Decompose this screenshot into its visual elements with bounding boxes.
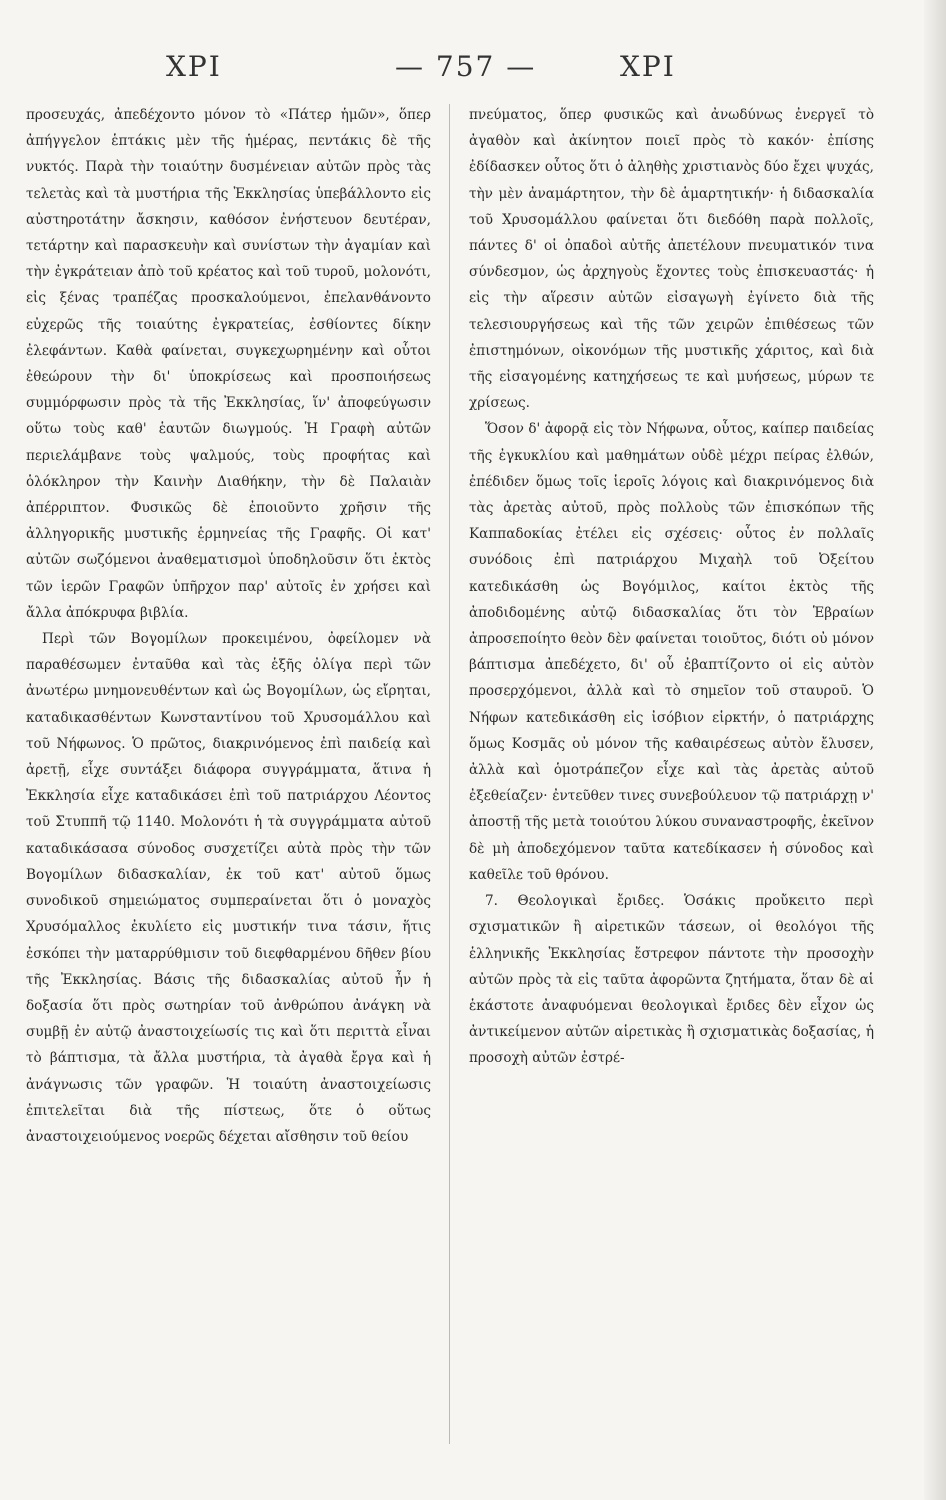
column-divider bbox=[449, 104, 450, 1444]
paragraph: προσευχάς, ἀπεδέχοντο μόνον τὸ «Πάτερ ἡμῶν», ὅπερ ἀπήγγελον ἑπτάκις μὲν τῆς ἡμέρας, πεντάκις δὲ τῆς νυκτός. Παρὰ τὴν τοιαύτην δυσμένειαν αὐτῶν πρὸς τὰς τελετὰς καὶ τὰ μυστήρια τῆς Ἐκκλησίας ὑπεβάλλοντο εἰς αὐστηροτάτην ἄσκησιν, καθόσον ἐνήστευον δευτέραν, τετάρτην καὶ παρασκευὴν καὶ συνίστων τὴν ἀγαμίαν καὶ τὴν ἐγκράτειαν ἀπὸ τοῦ κρέατος καὶ τοῦ τυροῦ, μολονότι, εἰς ξένας τραπέζας προσκαλούμενοι, ἐπελανθάνοντο εὐχερῶς τῆς τοιαύτης ἐγκρατείας, ἐσθίοντες δίκην ἐλεφάντων. Καθὰ φαίνεται, συγκεχωρημένην καὶ οὗτοι ἐθεώρουν τὴν δι' ὑποκρίσεως καὶ προσποιήσεως συμμόρφωσιν πρὸς τὰ τῆς Ἐκκλησίας, ἵν' ἀποφεύγωσιν οὕτω τοὺς καθ' ἑαυτῶν διωγμούς. Ἡ Γραφὴ αὐτῶν περιελάμβανε τοὺς ψαλμούς, τοὺς προφήτας καὶ ὁλόκληρον τὴν Καινὴν Διαθήκην, τὴν δὲ Παλαιὰν ἀπέρριπτον. Φυσικῶς δὲ ἐποιοῦντο χρῆσιν τῆς ἀλληγορικῆς μυστικῆς ἑρμηνείας τῆς Γραφῆς. Οἱ κατ' αὐτῶν σωζόμενοι ἀναθεματισμοὶ ὑποδηλοῦσιν ὅτι ἐκτὸς τῶν ἱερῶν Γραφῶν ὑπῆρχον παρ' αὐτοῖς ἐν χρήσει καὶ ἄλλα ἀπόκρυφα βιβλία. bbox=[26, 107, 431, 621]
page-header bbox=[0, 50, 946, 100]
header-left-keyword: ΧΡΙ bbox=[166, 50, 222, 83]
header-right-keyword: ΧΡΙ bbox=[620, 50, 676, 83]
paragraph: Περὶ τῶν Βογομίλων προκειμένου, ὀφείλομεν νὰ παραθέσωμεν ἐνταῦθα καὶ τὰς ἑξῆς ὀλίγα περὶ τῶν ἀνωτέρω μνημονευθέντων καὶ ὡς Βογομίλων, ὡς εἴρηται, καταδικασθέντων Κωνσταντίνου τοῦ Χρυσομάλλου καὶ τοῦ Νήφωνος. Ὁ πρῶτος, διακρινόμενος ἐπὶ παιδείᾳ καὶ ἀρετῇ, εἶχε συντάξει διάφορα συγγράμματα, ἅτινα ἡ Ἐκκλησία εἶχε καταδικάσει ἐπὶ τοῦ πατριάρχου Λέοντος τοῦ Στυππῆ τῷ 1140. Μολονότι ἡ τὰ συγγράμματα αὐτοῦ καταδικάσασα σύνοδος συσχετίζει αὐτὰ πρὸς τὴν τῶν Βογομίλων διδασκαλίαν, ἐκ τοῦ κατ' αὐτοῦ ὅμως συνοδικοῦ σημειώματος συμπεραίνεται ὅτι ὁ μοναχὸς Χρυσόμαλλος ἐκυλίετο εἰς μυστικήν τινα τάσιν, ἥτις ἐσκόπει τὴν ματαρρύθμισιν τοῦ διεφθαρμένου δῆθεν βίου τῆς Ἐκκλησίας. Βάσις τῆς διδασκαλίας αὐτοῦ ἦν ἡ δοξασία ὅτι πρὸς σωτηρίαν τοῦ ἀνθρώπου ἀνάγκη νὰ συμβῇ ἐν αὐτῷ ἀναστοιχείωσίς τις καὶ ὅτι περιττὰ εἶναι τὸ βάπτισμα, τὰ ἄλλα μυστήρια, τὰ ἀγαθὰ ἔργα καὶ ἡ ἀνάγνωσις τῶν γραφῶν. Ἡ τοιαύτη ἀναστοιχείωσις ἐπιτελεῖται διὰ τῆς πίστεως, ὅτε ὁ οὕτως ἀναστοιχειούμενος νοερῶς δέχεται αἴσθησιν τοῦ θείου bbox=[26, 631, 431, 1145]
paragraph: Ὅσον δ' ἀφορᾷ εἰς τὸν Νήφωνα, οὗτος, καίπερ παιδείας τῆς ἐγκυκλίου καὶ μαθημάτων οὐδὲ μέχρι πείρας ἐλθών, ἐπέδιδεν ὅμως τοῖς ἱεροῖς λόγοις καὶ διακρινόμενος διὰ τὰς ἀρετὰς αὐτοῦ, πρὸς πολλοὺς τῶν ἐπισκόπων τῆς Καππαδοκίας ἐτέλει εἰς σχέσεις· οὗτος ἐν πολλαῖς συνόδοις ἐπὶ πατριάρχου Μιχαὴλ τοῦ Ὀξείτου κατεδικάσθη ὡς Βογόμιλος, καίτοι ἐκτὸς τῆς ἀποδιδομένης αὐτῷ διδασκαλίας ὅτι τὸν Ἑβραίων ἀπροσεποίητο θεὸν δὲν φαίνεται τοιοῦτος, διότι οὐ μόνον βάπτισμα ἀπεδέχετο, δι' οὗ ἐβαπτίζοντο οἱ εἰς αὐτὸν προσερχόμενοι, ἀλλὰ καὶ τὸ σημεῖον τοῦ σταυροῦ. Ὁ Νήφων κατεδικάσθη εἰς ἰσόβιον εἱρκτήν, ὁ πατριάρχης ὅμως Κοσμᾶς οὐ μόνον τῆς καθαιρέσεως αὐτὸν ἔλυσεν, ἀλλὰ καὶ ὁμοτράπεζον εἶχε καὶ τὰς ἀρετὰς αὐτοῦ ἐξεθείαζεν· ἐντεῦθεν τινες συνεβούλευον τῷ πατριάρχῃ ν' ἀποστῇ τῆς μετὰ τοιούτου λύκου συναναστροφῆς, ἐκεῖνον δὲ μὴ ἀποδεχόμενον ταῦτα κατεδίκασεν ἡ σύνοδος καὶ καθεῖλε τοῦ θρόνου. bbox=[469, 421, 874, 883]
paragraph: πνεύματος, ὅπερ φυσικῶς καὶ ἀνωδύνως ἐνεργεῖ τὸ ἀγαθὸν καὶ ἀκίνητον ποιεῖ πρὸς τὸ κακόν· ἐπίσης ἐδίδασκεν οὗτος ὅτι ὁ ἀληθὴς χριστιανὸς δύο ἔχει ψυχάς, τὴν μὲν ἀναμάρτητον, τὴν δὲ ἁμαρτητικήν· ἡ διδασκαλία τοῦ Χρυσομάλλου φαίνεται ὅτι διεδόθη παρὰ πολλοῖς, πάντες δ' οἱ ὀπαδοὶ αὐτῆς ἀπετέλουν πνευματικόν τινα σύνδεσμον, ὡς ἀρχηγοὺς ἔχοντες τοὺς ἐπισκευαστάς· ἡ εἰς τὴν αἵρεσιν αὐτῶν εἰσαγωγὴ ἐγίνετο διὰ τῆς τελεσιουργήσεως καὶ τῆς τῶν χειρῶν ἐπιθέσεως τῶν ἐπιστημόνων, οἰκονόμων τῆς μυστικῆς χάριτος, καὶ διὰ τῆς εἰσαγομένης κατηχήσεως τε καὶ μυήσεως, μύρων τε χρίσεως. bbox=[469, 107, 874, 412]
page-number: — 757 — bbox=[395, 50, 537, 83]
left-column bbox=[26, 102, 431, 1462]
paragraph: 7. Θεολογικαὶ ἔριδες. Ὁσάκις προὔκειτο περὶ σχισματικῶν ἢ αἱρετικῶν τάσεων, οἱ θεολόγοι τῆς ἑλληνικῆς Ἐκκλησίας ἔστρεφον πάντοτε τὴν προσοχὴν αὐτῶν πρὸς τὰ εἰς ταῦτα ἀφορῶντα ζητήματα, ὅταν δὲ αἱ ἑκάστοτε ἀναφυόμεναι θεολογικαὶ ἔριδες δὲν εἶχον ὡς ἀντικείμενον αὐτῶν αἱρετικὰς ἢ σχισματικὰς δοξασίας, ἡ προσοχὴ αὐτῶν ἐστρέ- bbox=[469, 893, 874, 1067]
page-edge-shadow bbox=[924, 0, 946, 1500]
right-column bbox=[469, 102, 874, 1462]
